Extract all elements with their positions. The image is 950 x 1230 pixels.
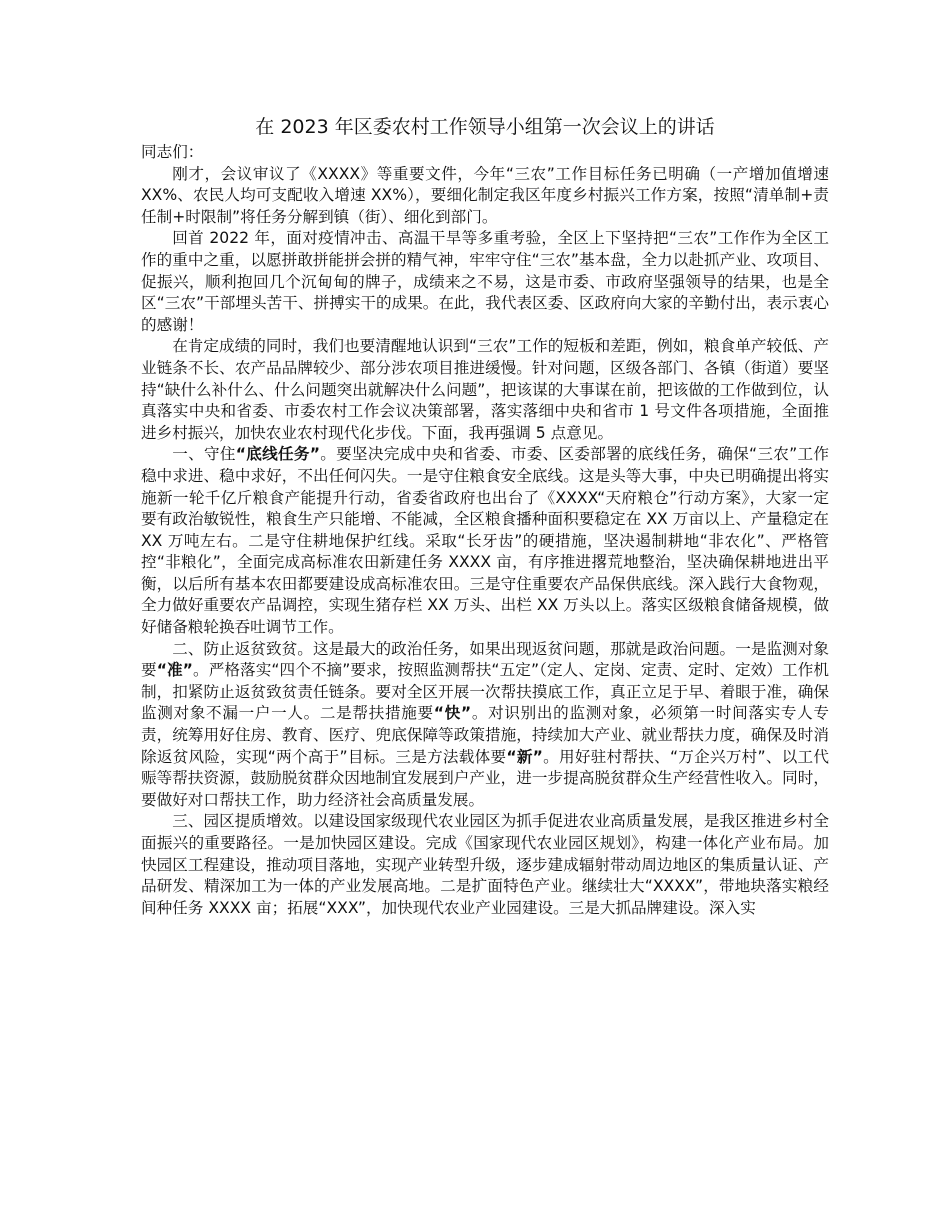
paragraph-text: 一、守住 bbox=[172, 445, 236, 464]
paragraph-text: 。用好驻村帮扶、“万企兴万村”、以工代赈等帮扶资源，鼓励脱贫群众因地制宜发展到户产业，进一步提高脱贫群众生产经营性收入。同时，要做好对口帮扶工作，助力经济社会高质量发展。 bbox=[141, 747, 829, 809]
paragraph-review-2022 bbox=[141, 228, 829, 336]
emphasis-text: “底线任务” bbox=[235, 445, 321, 464]
paragraph-text: 。对识别出的监测对象，必须第一时间落实专人专责，统筹用好住房、教育、医疗、兜底保障等政策措施，持续加大产业、就业帮扶力度，确保及时消除返贫风险，实现“两个高于”目标。三是方法载体要 bbox=[141, 704, 829, 766]
paragraph-shortcomings bbox=[141, 336, 829, 444]
paragraph-text: 刚才，会议审议了《XXXX》等重要文件，今年“三农”工作目标任务已明确（一产增加值增速 XX%、农民人均可支配收入增速 XX%），要细化制定我区年度乡村振兴工作方案，按照“清单制+责任制+时限制”将任务分解到镇（街）、细化到部门。 bbox=[141, 164, 829, 226]
paragraph-text: 。严格落实“四个不摘”要求，按照监测帮扶“五定”（定人、定岗、定责、定时、定效）工作机制，扣紧防止返贫致贫责任链条。要对全区开展一次帮扶摸底工作，真正立足于早、着眼于准，确保监测对象不漏一户一人。二是帮扶措施要 bbox=[141, 661, 829, 723]
paragraph-text: 在肯定成绩的同时，我们也要清醒地认识到“三农”工作的短板和差距，例如，粮食单产较低、产业链条不长、农产品品牌较少、部分涉农项目推进缓慢。针对问题，区级各部门、各镇（街道）要坚持“缺什么补什么、什么问题突出就解决什么问题”，把该谋的大事谋在前，把该做的工作做到位，认真落实中央和省委、市委农村工作会议决策部署，落实落细中央和省市 1 号文件各项措施，全面推进乡村振兴，加快农业农村现代化步伐。下面，我再强调 5 点意见。 bbox=[141, 337, 829, 442]
paragraph-point-1 bbox=[141, 444, 829, 638]
paragraph-text: 。要坚决完成中央和省委、市委、区委部署的底线任务，确保“三农”工作稳中求进、稳中求好，不出任何闪失。一是守住粮食安全底线。这是头等大事，中央已明确提出将实施新一轮千亿斤粮食产能提升行动，省委省政府也出台了《XXXX“天府粮仓”行动方案》，大家一定要有政治敏锐性，粮食生产只能增、不能减，全区粮食播种面积要稳定在 XX 万亩以上、产量稳定在 XX 万吨左右。二是守住耕地保护红线。采取“长牙齿”的硬措施，坚决遏制耕地“非农化”、严格管控“非粮化”，全面完成高标准农田新建任务 XXXX 亩，有序推进撂荒地整治，坚决确保耕地进出平衡，以后所有基本农田都要建设成高标准农田。三是守住重要农产品保供底线。深入践行大食物观，全力做好重要农产品调控，实现生猪存栏 XX 万头、出栏 XX 万头以上。落实区级粮食储备规模，做好储备粮轮换吞吐调节工作。 bbox=[141, 445, 829, 637]
paragraph-text: 二、防止返贫致贫。这是最大的政治任务，如果出现返贫问题，那就是政治问题。一是监测对象要 bbox=[141, 639, 829, 680]
paragraph-opening bbox=[141, 164, 829, 229]
salutation: 同志们： bbox=[141, 143, 204, 161]
document-title: 在 2023 年区委农村工作领导小组第一次会议上的讲话 bbox=[255, 116, 715, 138]
emphasis-text: “快” bbox=[433, 704, 472, 723]
emphasis-text: “新” bbox=[506, 747, 543, 766]
emphasis-text: “准” bbox=[156, 661, 193, 680]
document-page bbox=[141, 112, 829, 919]
paragraph-text: 三、园区提质增效。以建设国家级现代农业园区为抓手促进农业高质量发展，是我区推进乡村全面振兴的重要路径。一是加快园区建设。完成《国家现代农业园区规划》，构建一体化产业布局。加快园区工程建设，推动项目落地，实现产业转型升级，逐步建成辐射带动周边地区的集质量认证、产品研发、精深加工为一体的产业发展高地。二是扩面特色产业。继续壮大“XXXX”，带地块落实粮经间种任务 XXXX 亩；拓展“XXX”，加快现代农业产业园建设。三是大抓品牌建设。深入实 bbox=[141, 812, 829, 917]
paragraph-point-2 bbox=[141, 639, 829, 812]
paragraph-text: 回首 2022 年，面对疫情冲击、高温干旱等多重考验，全区上下坚持把“三农”工作作为全区工作的重中之重，以愿拼敢拼能拼会拼的精气神，牢牢守住“三农”基本盘，全力以赴抓产业、攻项目、促振兴，顺利抱回几个沉甸甸的牌子，成绩来之不易，这是市委、市政府坚强领导的结果，也是全区“三农”干部埋头苦干、拼搏实干的成果。在此，我代表区委、区政府向大家的辛勤付出，表示衷心的感谢！ bbox=[141, 229, 829, 334]
paragraph-point-3 bbox=[141, 811, 829, 919]
